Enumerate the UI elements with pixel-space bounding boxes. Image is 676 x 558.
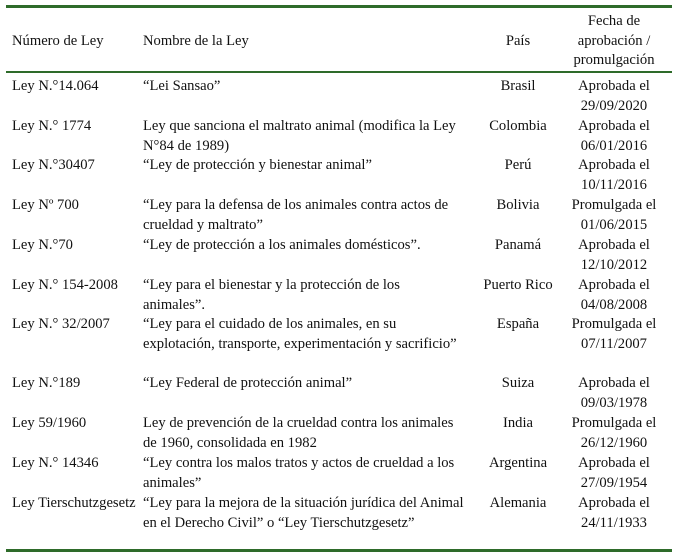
cell-pais: Perú (504, 157, 532, 173)
cell-nombre: “Ley para el cuidado de los animales, en su explotación, transporte, experimentación y sacrificio” (143, 316, 457, 352)
table-top-rule (6, 5, 672, 8)
cell-nombre: “Ley Federal de protección animal” (143, 375, 353, 391)
cell-fecha: Aprobada el 10/11/2016 (578, 157, 650, 193)
cell-nombre: “Ley de protección a los animales domésticos”. (143, 237, 421, 253)
cell-fecha: Aprobada el 12/10/2012 (578, 237, 650, 273)
cell-fecha: Promulgada el 01/06/2015 (571, 197, 657, 233)
cell-nombre: “Ley para el bienestar y la protección de los animales”. (143, 277, 400, 313)
cell-fecha: Promulgada el 07/11/2007 (571, 316, 657, 352)
cell-fecha: Aprobada el 27/09/1954 (578, 455, 650, 491)
cell-nombre: “Ley para la mejora de la situación jurídica del Animal en el Derecho Civil” o “Ley Tierschutzgesetz” (143, 495, 464, 531)
cell-numero: Ley 59/1960 (12, 415, 87, 431)
table-header-rule (6, 71, 672, 73)
cell-fecha: Aprobada el 29/09/2020 (578, 78, 650, 114)
cell-numero: Ley N.° 154-2008 (12, 277, 118, 293)
cell-numero: Ley N.° 32/2007 (12, 316, 110, 332)
cell-numero: Ley N.°189 (12, 375, 81, 391)
cell-numero: Ley N.°70 (12, 237, 73, 253)
cell-pais: Brasil (500, 78, 536, 94)
cell-nombre: Ley de prevención de la crueldad contra los animales de 1960, consolidada en 1982 (143, 415, 454, 451)
cell-nombre: Ley que sanciona el maltrato animal (modifica la Ley N°84 de 1989) (143, 118, 456, 154)
cell-fecha: Promulgada el 26/12/1960 (571, 415, 657, 451)
cell-nombre: “Ley de protección y bienestar animal” (143, 157, 372, 173)
cell-numero: Ley N.°14.064 (12, 78, 99, 94)
cell-numero: Ley Tierschutzgesetz (12, 495, 136, 511)
header-pais: País (505, 33, 531, 49)
header-numero: Número de Ley (12, 33, 104, 49)
cell-numero: Ley N.° 14346 (12, 455, 99, 471)
cell-fecha: Aprobada el 06/01/2016 (578, 118, 650, 154)
cell-nombre: “Ley para la defensa de los animales contra actos de crueldad y maltrato” (143, 197, 449, 233)
cell-pais: España (496, 316, 540, 332)
cell-fecha: Aprobada el 04/08/2008 (578, 277, 650, 313)
cell-pais: Panamá (494, 237, 542, 253)
cell-nombre: “Ley contra los malos tratos y actos de crueldad a los animales” (143, 455, 455, 491)
header-nombre: Nombre de la Ley (143, 33, 249, 49)
cell-numero: Ley N.°30407 (12, 157, 95, 173)
cell-pais: Suiza (501, 375, 535, 391)
cell-pais: India (503, 415, 533, 431)
cell-numero: Ley N.° 1774 (12, 118, 92, 134)
cell-fecha: Aprobada el 09/03/1978 (578, 375, 650, 411)
cell-fecha: Aprobada el 24/11/1933 (578, 495, 650, 531)
cell-pais: Puerto Rico (483, 277, 553, 293)
cell-nombre: “Lei Sansao” (143, 78, 221, 94)
cell-pais: Argentina (488, 455, 548, 471)
cell-pais: Colombia (489, 118, 547, 134)
cell-numero: Ley Nº 700 (12, 197, 79, 213)
cell-pais: Bolivia (496, 197, 540, 213)
table-bottom-rule (6, 549, 672, 552)
header-fecha: Fecha de aprobación / promulgación (573, 13, 655, 68)
cell-pais: Alemania (489, 495, 547, 511)
